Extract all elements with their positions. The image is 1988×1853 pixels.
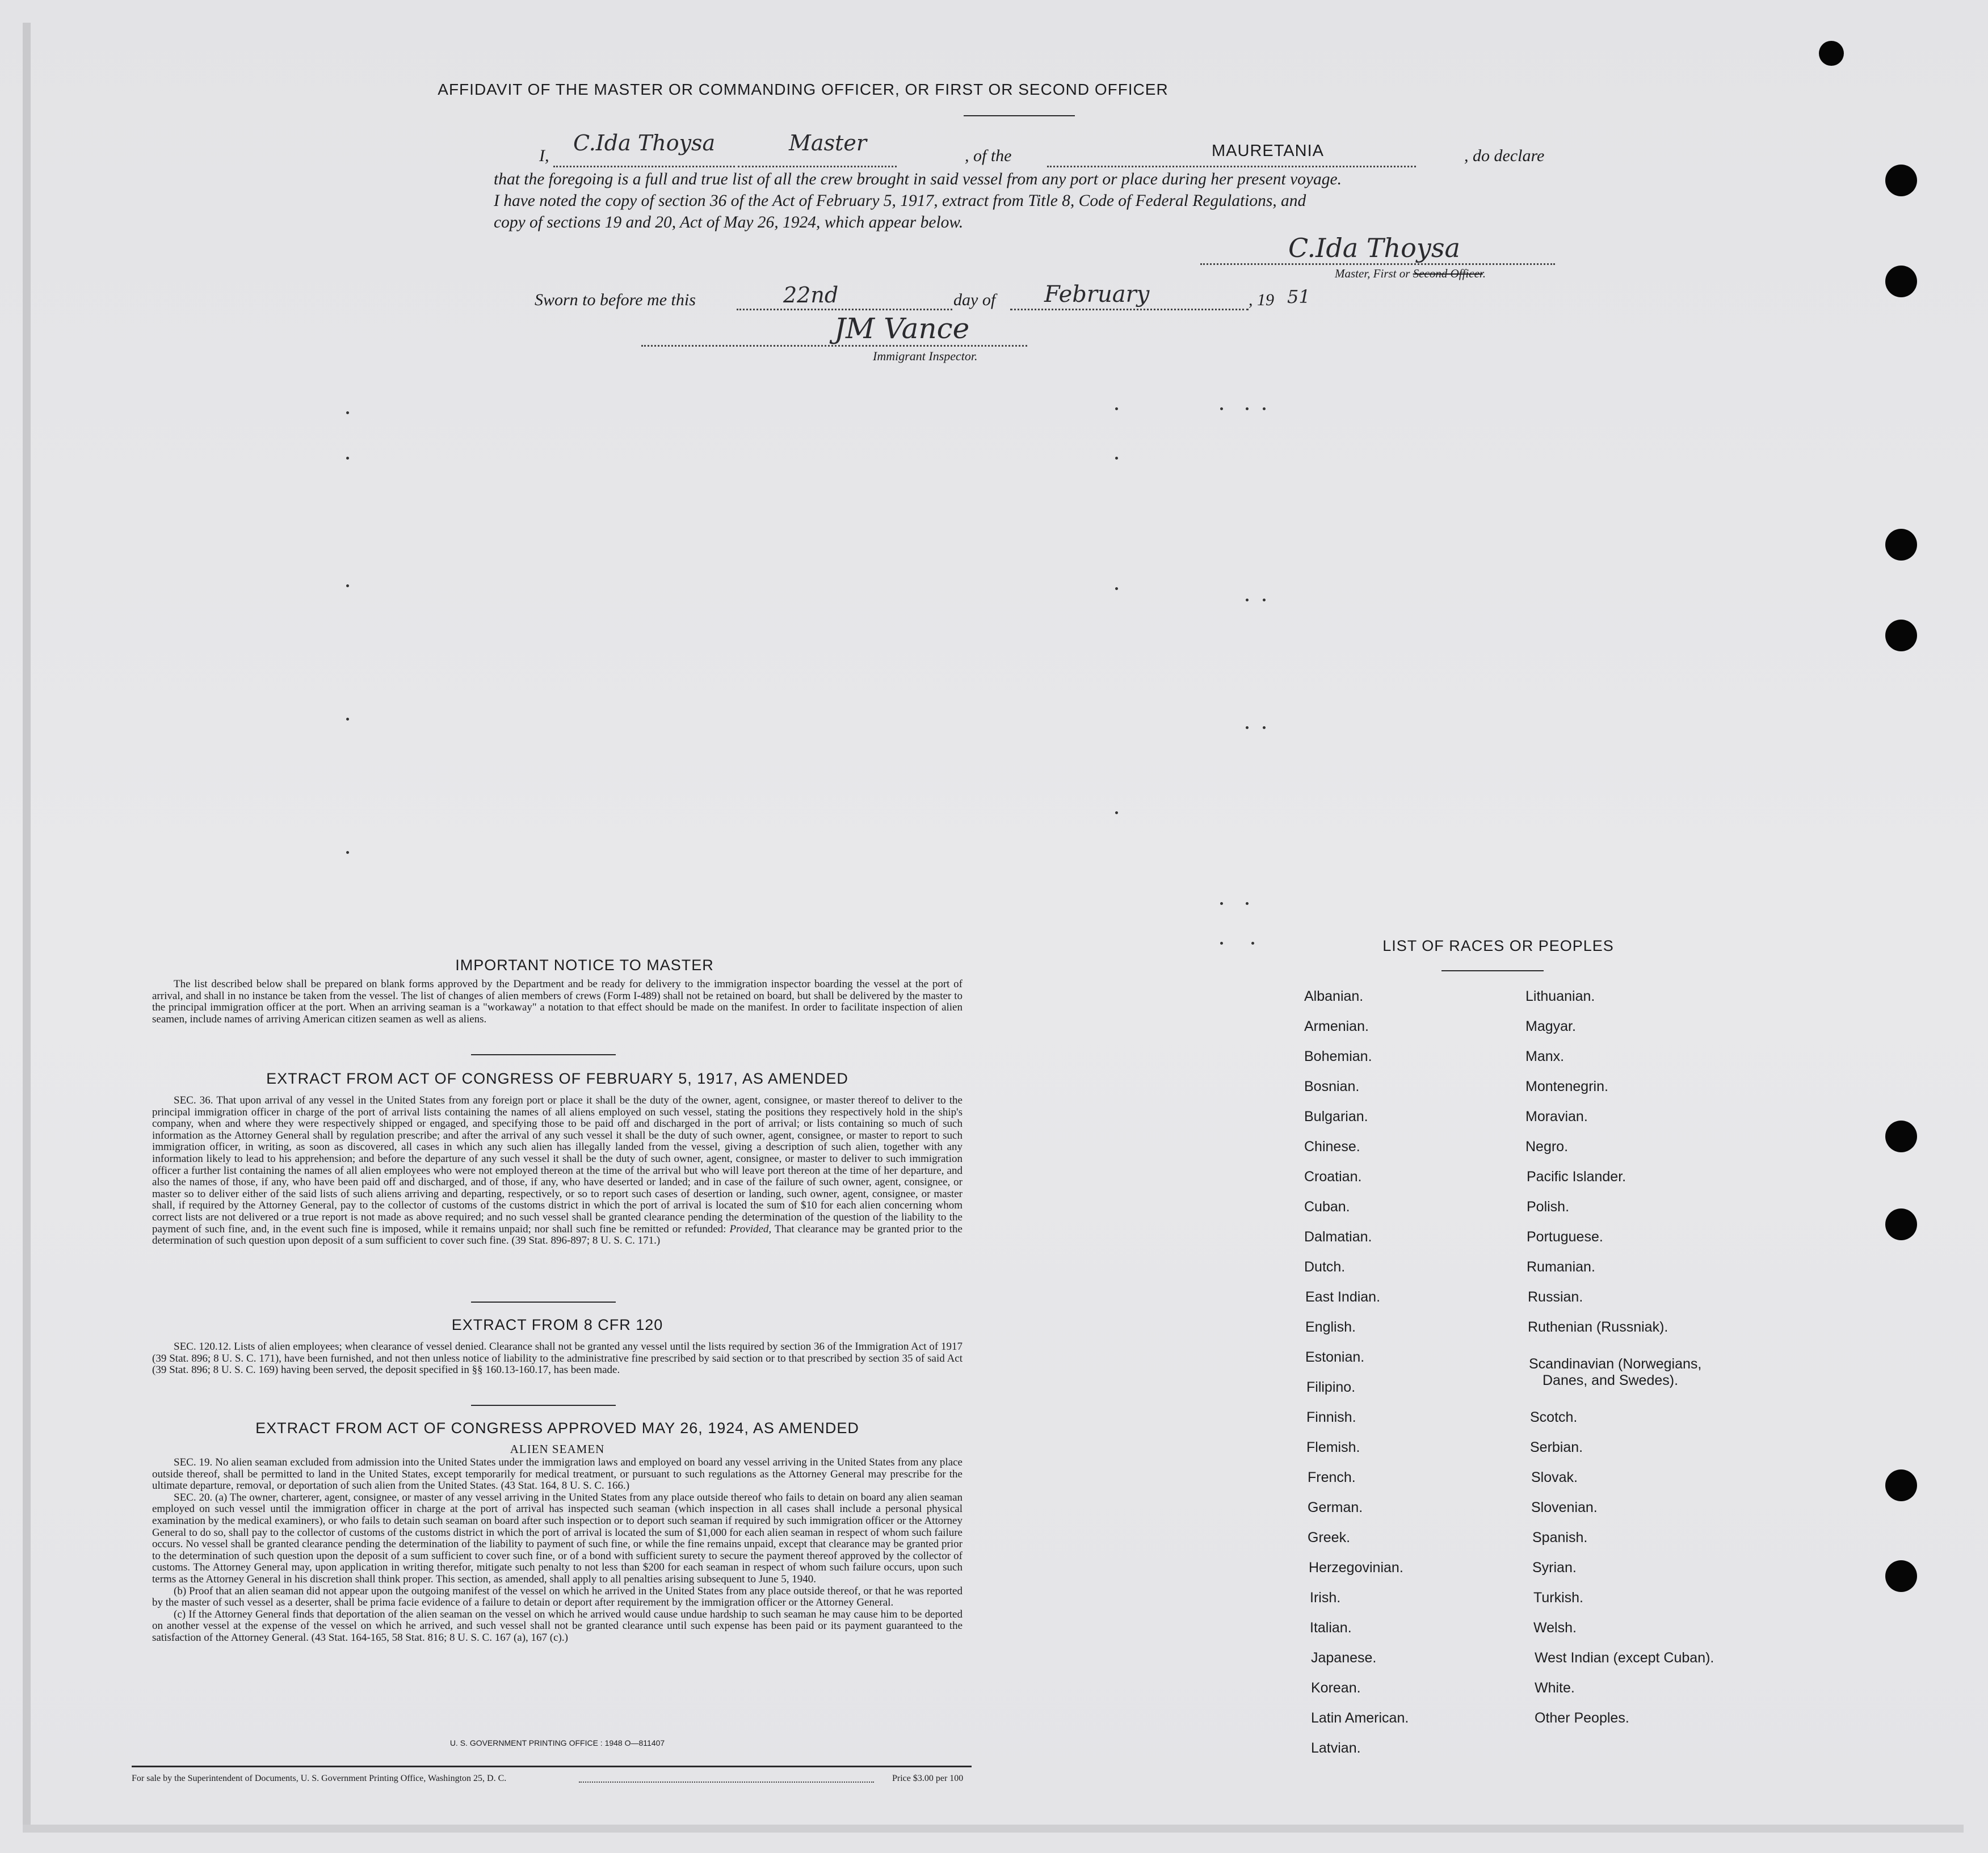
master-name-signature: C.Ida Thoysa (573, 130, 716, 155)
race-right-item: Montenegrin. (1525, 1079, 1608, 1094)
inspector-signature: JM Vance (834, 312, 970, 345)
of-the-text: , of the (965, 146, 1012, 165)
speck (1115, 457, 1118, 460)
race-right-item: West Indian (except Cuban). (1535, 1650, 1714, 1666)
race-left-item: Latin American. (1311, 1710, 1409, 1726)
race-left-item: Cuban. (1304, 1199, 1350, 1215)
race-right-item: Welsh. (1533, 1620, 1577, 1636)
affidavit-line-3: I have noted the copy of section 36 of the Act of February 5, 1917, extract from Title 8, Code of Federal Regulations, and (494, 192, 1306, 210)
race-left-item: Italian. (1310, 1620, 1352, 1636)
race-right-item: Negro. (1525, 1139, 1569, 1155)
race-right-item: Danes, and Swedes). (1543, 1372, 1679, 1388)
punch-hole (1885, 266, 1917, 297)
speck (1246, 902, 1249, 905)
punch-hole (1885, 1208, 1917, 1240)
sec19-text: SEC. 19. No alien seaman excluded from admission into the United States under the immigration laws and employed on board any vessel arriving in the United States from any place outside thereof, shall be permitted to land in the United States, except temporarily for medical treatment, or pursuant to such regulations as the Attorney General may prescribe for the ultimate departure, removal, or deportation of such alien from the United States. (43 Stat. 164, 8 U. S. C. 166.) (152, 1456, 963, 1492)
race-right-item: Spanish. (1532, 1530, 1588, 1545)
race-left-item: German. (1308, 1500, 1363, 1515)
gpo-imprint: U. S. GOVERNMENT PRINTING OFFICE : 1948 O—811407 (449, 1738, 665, 1747)
vessel-name: MAURETANIA (1212, 142, 1324, 160)
master-name-line (553, 166, 735, 167)
speck (1220, 902, 1223, 905)
master-caption-text: Master, First or (1335, 267, 1410, 280)
race-left-item: Dalmatian. (1304, 1229, 1372, 1245)
punch-hole (1819, 41, 1844, 66)
race-left-item: Latvian. (1311, 1740, 1361, 1756)
sworn-text: Sworn to before me this (535, 290, 696, 309)
race-left-item: Dutch. (1304, 1259, 1346, 1275)
sec20c-text: (c) If the Attorney General finds that deportation of the alien seaman on the vessel on which he arrived would cause undue hardship to such seaman he may cause him to be deported on another vessel at the expense of the vessel on which he arrived, and such vessel shall not be granted clearance until such expense has been paid or its payment guaranteed to the satisfaction of the Attorney General. (43 Stat. 164-165, 58 Stat. 816; 8 U. S. C. 167 (a), 167 (c).) (152, 1608, 963, 1644)
race-right-item: Serbian. (1530, 1439, 1583, 1455)
footer-leader (579, 1782, 874, 1783)
punch-hole (1885, 1121, 1917, 1152)
inspector-caption: Immigrant Inspector. (873, 349, 978, 363)
notice-text: The list described below shall be prepared on blank forms approved by the Department and be ready for delivery to the immigration inspector boarding the vessel at the port of arrival, and shall in no instance be taken from the vessel. The list of changes of alien members of crews (Form I-489) shall not be retained on board, but shall be delivered by the master to the principal immigration officer at the port. When an arriving seaman is a "workaway" a notation to that effect should be made on the manifest. In order to facilitate inspection of alien seamen, include names of arriving American citizen seamen as well as aliens. (152, 978, 963, 1025)
alien-seamen-subtitle: ALIEN SEAMEN (510, 1442, 605, 1456)
race-right-item: Portuguese. (1527, 1229, 1603, 1245)
speck (1115, 587, 1118, 590)
punch-hole (1885, 1469, 1917, 1501)
race-right-item: Magyar. (1525, 1018, 1576, 1034)
speck (1115, 811, 1118, 814)
punch-hole (1885, 165, 1917, 196)
affidavit-line-2: that the foregoing is a full and true list of all the crew brought in said vessel from any port or place during her present voyage. (494, 170, 1342, 188)
speck (1246, 599, 1249, 601)
scan-edge-bottom (23, 1825, 1964, 1833)
sec36-text: SEC. 36. That upon arrival of any vessel in the United States from any foreign port or place it shall be the duty of the owner, agent, consignee, or master thereof to deliver to the principal immigration officer in charge of the port of arrival lists containing the names of all aliens employed on such vessel, stating the positions they respectively hold in the ship's company, when and where they were respectively shipped or engaged, and specifying those to be paid off and discharged in the port of arrival; or lists containing so much of such information as the Attorney General shall by regulation prescribe; and after the arrival of any such vessel it shall be the duty of such owner, agent, consignee, or master to report to such immigration officer, in writing, as soon as discovered, all cases in which any such alien has illegally landed from the vessel, giving a description of such alien, together with any information likely to lead to his apprehension; and before the departure of any such vessel it shall be the duty of such owner, agent, consignee, or master to deliver to such immigration officer a further list containing the names of all alien employees who were not employed thereon at the time of the arrival but who will leave port thereon at the time of her departure, and also the names of those, if any, who have been paid off and discharged, and of those, if any, who have deserted or landed; and in case of the failure of such owner, agent, consignee, or master so to deliver either of the said lists of such aliens arriving and departing, respectively, or so to report such cases of desertion or landing, such owner, agent, consignee, or master shall, if required by the Attorney General, pay to the collector of customs of the customs district in which the port of arrival is located the sum of $10 for each alien concerning whom correct lists are not delivered or a true report is not made as above required; and no such vessel shall be granted clearance pending the determination of the question of the liability to the payment of such fine, and, in the event such fine is imposed, while it remains unpaid; nor shall such fine be remitted or refunded: (152, 1094, 963, 1235)
day-of-text: day of (953, 290, 996, 309)
day-line (737, 309, 952, 310)
day-value: 22nd (783, 283, 839, 308)
punch-hole (1885, 1560, 1917, 1592)
master-signature-line (1200, 263, 1555, 265)
affidavit-line-4: copy of sections 19 and 20, Act of May 26, 1924, which appear below. (494, 213, 964, 231)
race-left-item: Japanese. (1311, 1650, 1377, 1666)
race-right-item: Other Peoples. (1535, 1710, 1629, 1726)
extract-8cfr-title: EXTRACT FROM 8 CFR 120 (451, 1316, 663, 1333)
month-value: February (1044, 281, 1150, 308)
extract-1917-title: EXTRACT FROM ACT OF CONGRESS OF FEBRUARY 5, 1917, AS AMENDED (266, 1070, 848, 1087)
speck (346, 457, 349, 460)
speck (1263, 599, 1266, 601)
sec36-text-end: That clearance may be granted prior to the determination of such question upon deposit of a sum sufficient to cover such fine. (39 Stat. 896-897; 8 U. S. C. 171.) (152, 1223, 963, 1247)
inspector-line (641, 345, 1027, 347)
punch-hole (1885, 529, 1917, 561)
race-left-item: Filipino. (1306, 1379, 1356, 1395)
notice-title: IMPORTANT NOTICE TO MASTER (455, 957, 714, 974)
race-right-item: Lithuanian. (1525, 988, 1595, 1004)
race-right-item: White. (1535, 1680, 1575, 1696)
race-left-item: Albanian. (1304, 988, 1364, 1004)
race-left-item: Flemish. (1306, 1439, 1360, 1455)
scan-edge-left (23, 23, 31, 1833)
sec20b-text: (b) Proof that an alien seaman did not appear upon the outgoing manifest of the vessel on which he arrived in the United States from any place outside thereof, or that he was reported by the master of such vessel as a deserter, shall be prima facie evidence of a failure to detain or deport after requirement by the immigration officer or the Attorney General. (152, 1585, 963, 1609)
divider (471, 1302, 616, 1303)
divider (471, 1054, 616, 1055)
speck (346, 718, 349, 721)
provided-text: Provided, (729, 1223, 772, 1235)
price-note: Price $3.00 per 100 (892, 1774, 964, 1783)
race-right-item: Pacific Islander. (1527, 1169, 1626, 1185)
extract-1924-title: EXTRACT FROM ACT OF CONGRESS APPROVED MAY 26, 1924, AS AMENDED (255, 1420, 859, 1437)
position-signature: Master (789, 130, 867, 155)
race-left-item: English. (1305, 1319, 1356, 1335)
sec20a-text: SEC. 20. (a) The owner, charterer, agent, consignee, or master of any vessel arriving in the United States from any place outside thereof who fails to detain on board any alien seaman employed on such vessel until the immigration officer in charge at the port of arrival has inspected such seaman (which inspection in all cases shall include a personal physical examination by the medical examiners), or who fails to detain such seaman on board after such inspection or to deport such seaman if required by such immigration officer or the Attorney General to do so, shall pay to the collector of customs of the customs district in which the port of arrival is located the sum of $1,000 for each alien seaman in respect of whom such failure occurs. No vessel shall be granted clearance pending the determination of the liability to payment of such fine, or while the fine remains unpaid, except that clearance may be granted prior to the determination of such question upon the deposit of a sum sufficient to cover such fine, or of a bond with sufficient surety to secure the payment thereof approved by the collector of customs. The Attorney General may, upon application in writing therefor, mitigate such penalty to not less than $200 for each seaman in respect of whom such failure occurs, upon such terms as the Attorney General in his discretion shall think proper. This section, as amended, shall apply to all penalties arising subsequent to June 5, 1940. (152, 1491, 963, 1585)
speck (346, 584, 349, 587)
speck (1115, 407, 1118, 410)
race-right-item: Polish. (1527, 1199, 1570, 1215)
position-line (738, 166, 897, 167)
race-left-item: Chinese. (1304, 1139, 1360, 1155)
do-declare-text: , do declare (1464, 146, 1545, 165)
master-caption (1335, 267, 1486, 281)
extract-8cfr-text: SEC. 120.12. Lists of alien employees; when clearance of vessel denied. Clearance shall not be granted any vessel until the lists required by section 36 of the Immigration Act of 1917 (39 Stat. 896; 8 U. S. C. 171), have been furnished, and not then unless notice of liability to the administrative fine prescribed by said section or to that prescribed by section 35 of said Act (39 Stat. 896; 8 U. S. C. 169) having been served, the deposit specified in §§ 160.13-160.17, has been made. (152, 1341, 963, 1376)
race-left-item: Finnish. (1306, 1409, 1356, 1425)
race-right-item: Moravian. (1525, 1109, 1588, 1125)
race-left-item: Estonian. (1305, 1349, 1365, 1365)
race-left-item: Bohemian. (1304, 1048, 1372, 1064)
speck (1246, 407, 1249, 410)
race-left-item: French. (1308, 1469, 1356, 1485)
race-right-item: Russian. (1528, 1289, 1583, 1305)
race-right-item: Manx. (1525, 1048, 1565, 1064)
punch-hole (1885, 620, 1917, 651)
race-right-item: Turkish. (1533, 1590, 1583, 1606)
race-right-item: Ruthenian (Russniak). (1528, 1319, 1668, 1335)
speck (1220, 407, 1223, 410)
speck (346, 411, 349, 414)
race-left-item: Bulgarian. (1304, 1109, 1368, 1125)
struck-caption: Second Officer (1413, 267, 1483, 280)
declarant-prefix: I, (539, 146, 549, 165)
vessel-line (1047, 166, 1416, 167)
year-prefix: , 19 (1249, 290, 1274, 309)
race-left-item: Croatian. (1304, 1169, 1362, 1185)
speck (1263, 726, 1266, 729)
race-right-item: Scandinavian (Norwegians, (1529, 1356, 1702, 1372)
master-signature: C.Ida Thoysa (1288, 233, 1460, 263)
race-left-item: Korean. (1311, 1680, 1361, 1696)
extract-1924-text (152, 1457, 963, 1644)
for-sale-note: For sale by the Superintendent of Documents, U. S. Government Printing Office, Washington 25, D. C. (132, 1774, 507, 1783)
divider (471, 1405, 616, 1406)
affidavit-title: AFFIDAVIT OF THE MASTER OR COMMANDING OFFICER, OR FIRST OR SECOND OFFICER (438, 81, 1169, 98)
extract-1917-text (152, 1095, 963, 1247)
race-left-item: Herzegovinian. (1309, 1560, 1403, 1576)
month-line (1010, 309, 1249, 310)
speck (1263, 407, 1266, 410)
race-left-item: East Indian. (1305, 1289, 1381, 1305)
year-value: 51 (1287, 286, 1310, 308)
races-underline (1441, 970, 1544, 971)
race-left-item: Armenian. (1304, 1018, 1369, 1034)
race-right-item: Syrian. (1532, 1560, 1577, 1576)
race-left-item: Bosnian. (1304, 1079, 1360, 1094)
speck (346, 851, 349, 854)
race-right-item: Rumanian. (1527, 1259, 1595, 1275)
races-title: LIST OF RACES OR PEOPLES (1382, 937, 1614, 954)
title-underline (964, 115, 1075, 116)
speck (1246, 726, 1249, 729)
caption-period: . (1482, 267, 1486, 280)
footer-rule (132, 1766, 972, 1767)
race-left-item: Irish. (1310, 1590, 1341, 1606)
speck (1251, 942, 1254, 945)
race-right-item: Slovenian. (1531, 1500, 1598, 1515)
race-left-item: Greek. (1308, 1530, 1351, 1545)
race-right-item: Slovak. (1531, 1469, 1578, 1485)
race-right-item: Scotch. (1530, 1409, 1578, 1425)
speck (1220, 942, 1223, 945)
